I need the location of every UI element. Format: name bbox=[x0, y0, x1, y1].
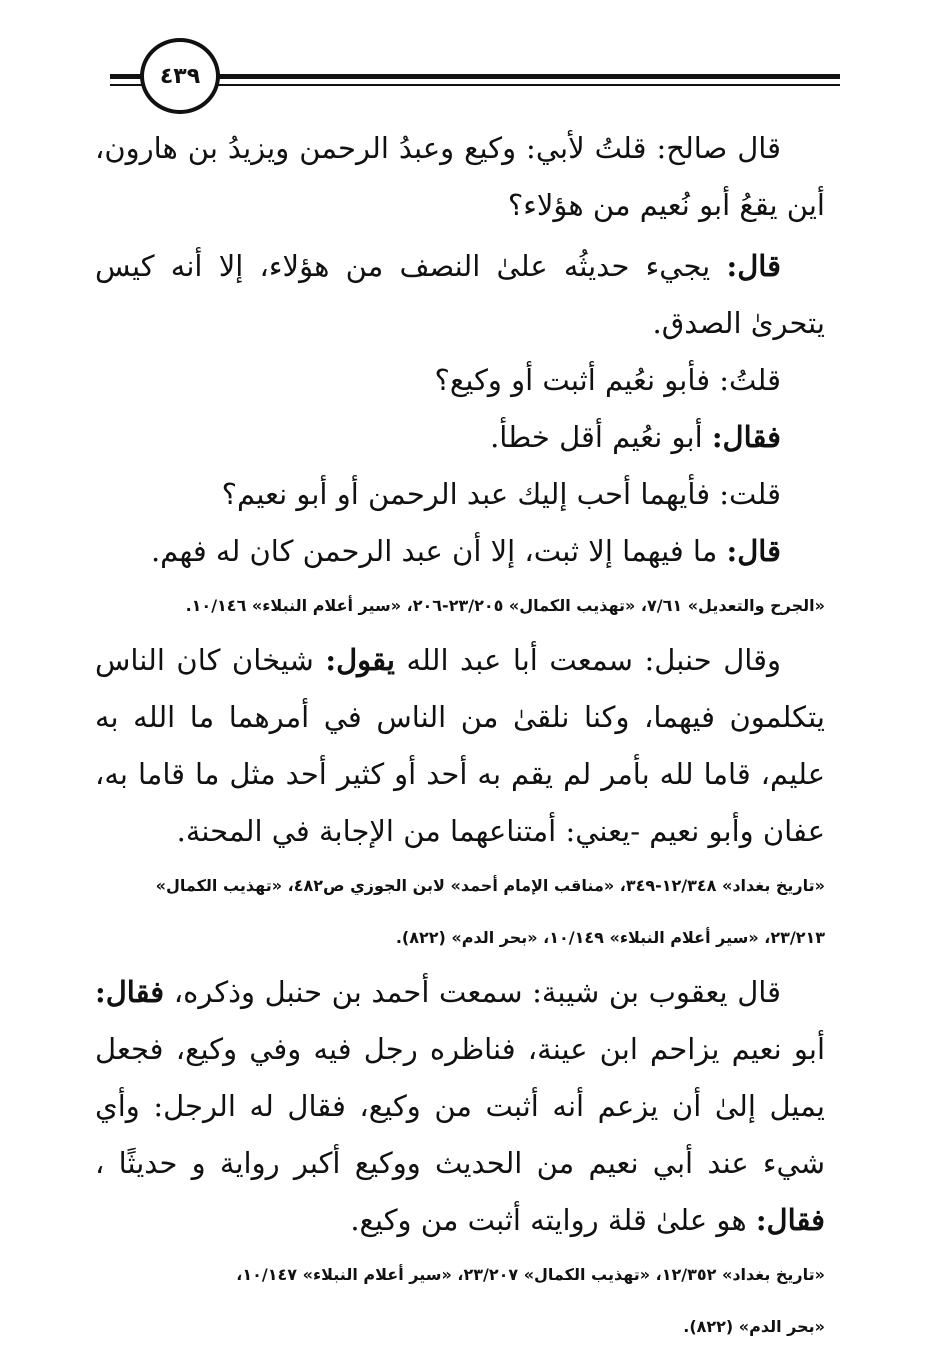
citation-2-line-1: «تاريخ بغداد» ١٢/٣٤٨-٣٤٩، «مناقب الإمام أحمد» لابن الجوزي ص٤٨٢، «تهذيب الكمال» bbox=[155, 876, 825, 895]
paragraph-hanbal: وقال حنبل: سمعت أبا عبد الله يقول: شيخان كان الناس يتكلمون فيهما، وكنا نلقىٰ من الناس في أمرهما ما الله به عليم، قاما لله بأمر لم يقم به أحد أو كثير أحد مثل ما قاما به، عفان وأبو نعيم -يعني: أمتناعهما من الإجابة في المحنة. bbox=[95, 643, 825, 848]
speaker-label: فقال: bbox=[95, 975, 165, 1009]
paragraph-answer: قال: يجيء حديثُه علىٰ النصف من هؤلاء، إلا أنه كيس يتحرىٰ الصدق. bbox=[95, 249, 825, 340]
speaker-label: قال: bbox=[726, 249, 781, 283]
citation-1: «الجرح والتعديل» ٧/٦١، «تهذيب الكمال» ٢٣/٢٠٥-٢٠٦، «سير أعلام النبلاء» ١٠/١٤٦. bbox=[185, 596, 825, 615]
page-header bbox=[0, 0, 939, 120]
citation-3-line-1: «تاريخ بغداد» ١٢/٣٥٢، «تهذيب الكمال» ٢٣/٢٠٧، «سير أعلام النبلاء» ١٠/١٤٧، bbox=[236, 1265, 825, 1284]
page-number: ٤٣٩ bbox=[159, 63, 201, 89]
paragraph-yaqub: قال يعقوب بن شيبة: سمعت أحمد بن حنبل وذكره، فقال: أبو نعيم يزاحم ابن عينة، فناظره رجل فيه وفي وكيع، فجعل يميل إلىٰ أن يزعم أنه أثبت من وكيع، فقال له الرجل: وأي شيء عند أبي نعيم من الحديث ووكيع أكبر رواية و حديثًا ، فقال: هو علىٰ قلة روايته أثبت من وكيع. bbox=[95, 975, 825, 1237]
speaker-label: قال: bbox=[726, 534, 781, 568]
speaker-label: يقول: bbox=[325, 643, 395, 677]
header-rule-thin bbox=[110, 84, 840, 86]
paragraph-answer-2: فقال: أبو نعُيم أقل خطأ. bbox=[490, 420, 781, 454]
page-body bbox=[95, 120, 825, 1353]
citation-3-line-2: «بحر الدم» (٨٢٢). bbox=[683, 1317, 825, 1336]
speaker-label: فقال: bbox=[711, 420, 781, 454]
speaker-label: فقال: bbox=[755, 1203, 825, 1237]
paragraph-question-3: قلت: فأيهما أحب إليك عبد الرحمن أو أبو نعيم؟ bbox=[221, 477, 781, 511]
paragraph-question-2: قلتُ: فأبو نعُيم أثبت أو وكيع؟ bbox=[434, 363, 781, 397]
page-number-badge bbox=[140, 38, 220, 114]
paragraph-answer-3: قال: ما فيهما إلا ثبت، إلا أن عبد الرحمن كان له فهم. bbox=[150, 534, 781, 568]
paragraph-salih-question: قال صالح: قلتُ لأبي: وكيع وعبدُ الرحمن ويزيدُ بن هارون، أين يقعُ أبو نُعيم من هؤلاء؟ bbox=[95, 131, 825, 222]
citation-2-line-2: ٢٣/٢١٣، «سير أعلام النبلاء» ١٠/١٤٩، «بحر الدم» (٨٢٢). bbox=[395, 928, 825, 947]
